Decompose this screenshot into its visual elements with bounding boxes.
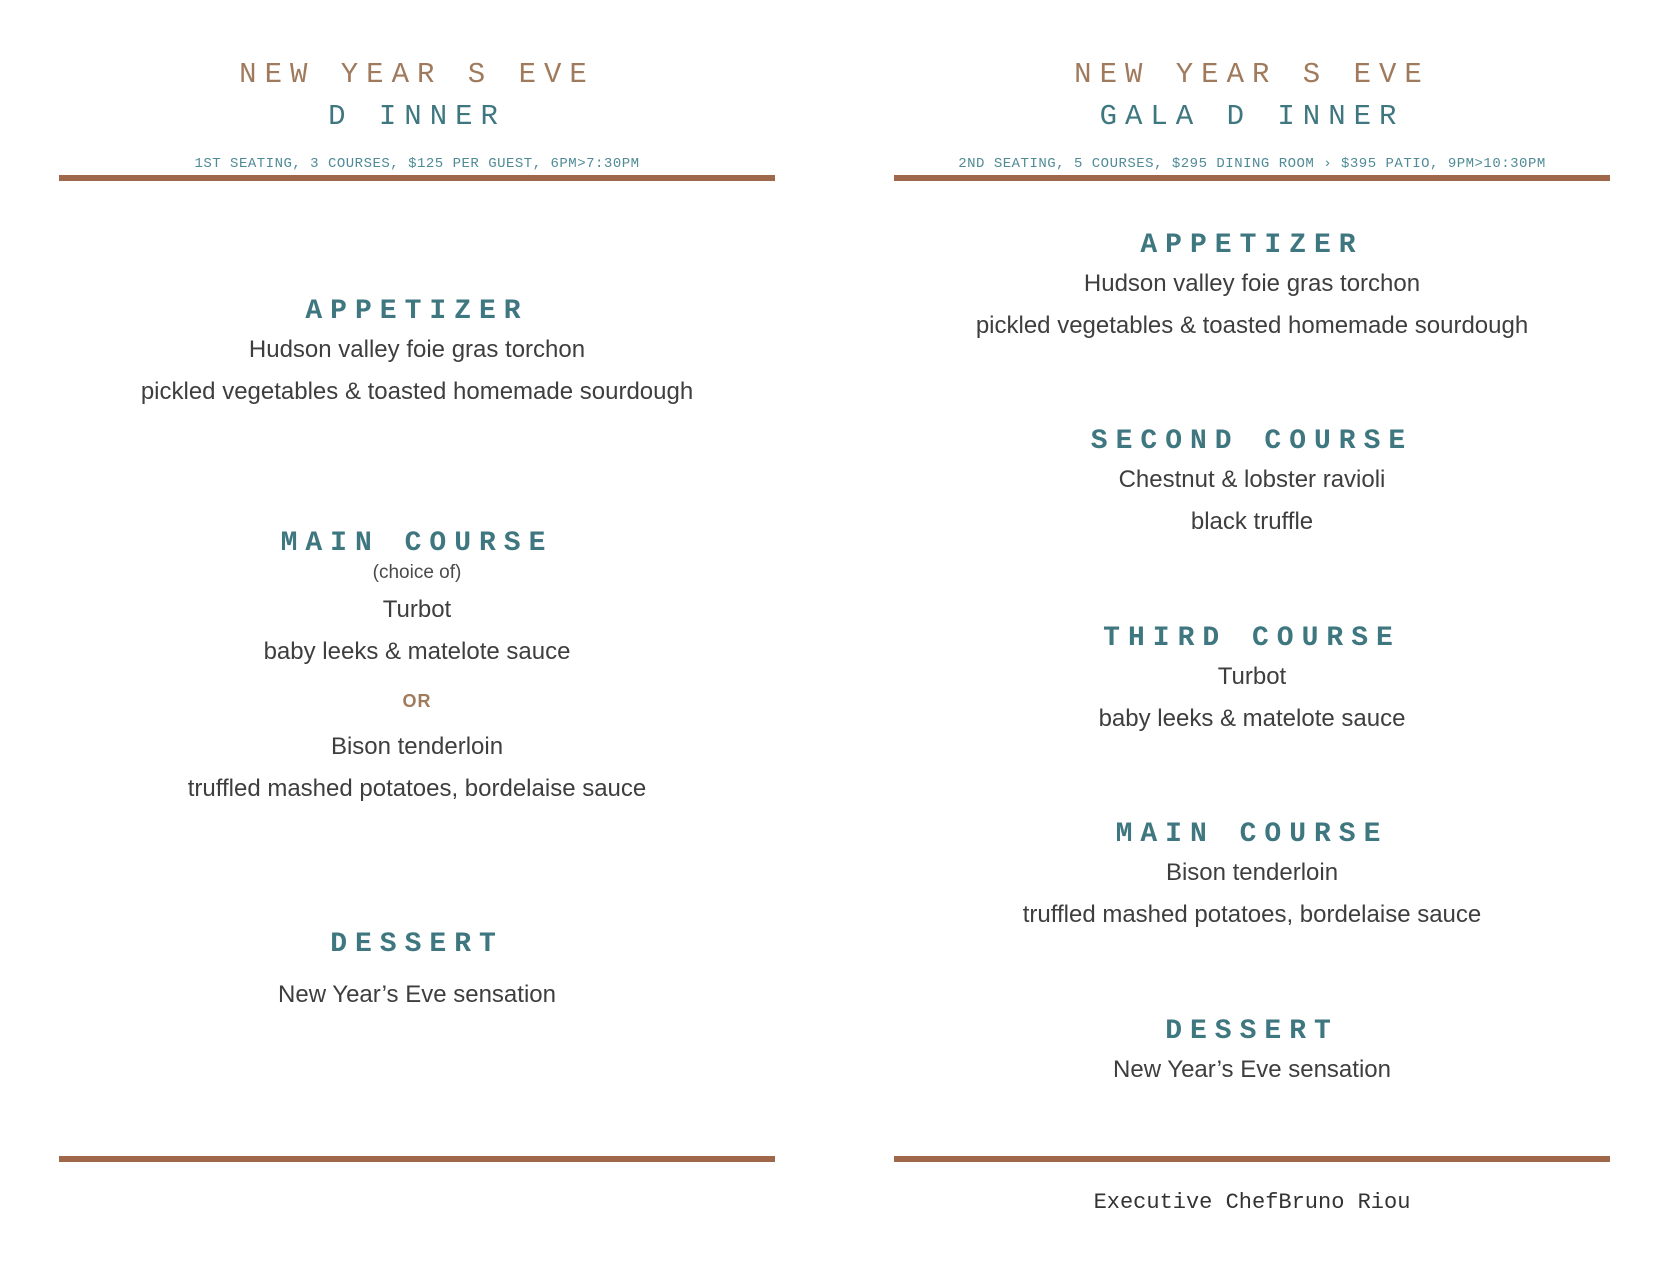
appetizer-section bbox=[59, 295, 775, 413]
appetizer-section bbox=[894, 229, 1610, 347]
second-course-section bbox=[894, 425, 1610, 543]
dish-description: pickled vegetables & toasted homemade sourdough bbox=[140, 378, 694, 405]
bottom-divider bbox=[59, 1156, 775, 1162]
choice-note: (choice of) bbox=[372, 562, 462, 583]
dish-name: New Year’s Eve sensation bbox=[1113, 1056, 1391, 1083]
dish-name: Hudson valley foie gras torchon bbox=[248, 336, 586, 363]
section-title: DESSERT bbox=[1165, 1016, 1339, 1047]
executive-chef: Executive ChefBruno Riou bbox=[1093, 1190, 1411, 1215]
section-title: APPETIZER bbox=[305, 296, 529, 327]
menu-first-seating bbox=[59, 0, 775, 1008]
menu-title bbox=[894, 54, 1610, 138]
dish-name: Turbot bbox=[382, 596, 452, 623]
or-separator: OR bbox=[402, 691, 432, 711]
section-title: DESSERT bbox=[330, 929, 504, 960]
section-title: APPETIZER bbox=[1140, 230, 1364, 261]
section-title: MAIN COURSE bbox=[1115, 819, 1389, 850]
section-title: THIRD COURSE bbox=[1103, 623, 1401, 654]
dish-name: Hudson valley foie gras torchon bbox=[1083, 270, 1421, 297]
main-course-section bbox=[894, 818, 1610, 936]
dish-name: Turbot bbox=[1217, 663, 1287, 690]
dish-name: Bison tenderloin bbox=[330, 733, 504, 760]
dish-description: pickled vegetables & toasted homemade sourdough bbox=[975, 312, 1529, 339]
dish-description: black truffle bbox=[1190, 508, 1314, 535]
top-divider bbox=[894, 175, 1610, 181]
top-divider bbox=[59, 175, 775, 181]
dish-description: baby leeks & matelote sauce bbox=[263, 638, 571, 665]
dessert-section bbox=[59, 928, 775, 1016]
seating-details: 2ND SEATING, 5 COURSES, $295 DINING ROOM › $395 PATIO, 9PM>10:30PM bbox=[958, 156, 1546, 172]
third-course-section bbox=[894, 622, 1610, 740]
dessert-section bbox=[894, 1015, 1610, 1091]
dish-name: New Year’s Eve sensation bbox=[278, 981, 556, 1008]
dish-description: truffled mashed potatoes, bordelaise sauce bbox=[187, 775, 647, 802]
bottom-divider bbox=[894, 1156, 1610, 1162]
section-title: MAIN COURSE bbox=[280, 528, 554, 559]
main-course-section bbox=[59, 527, 775, 810]
menu-title bbox=[59, 54, 775, 138]
section-title: SECOND COURSE bbox=[1090, 426, 1414, 457]
menu-title-line2: GALA D INNER bbox=[1099, 100, 1405, 133]
dish-description: baby leeks & matelote sauce bbox=[1098, 705, 1406, 732]
menu-second-seating bbox=[894, 0, 1610, 1215]
seating-details: 1ST SEATING, 3 COURSES, $125 PER GUEST, 6PM>7:30PM bbox=[194, 156, 640, 172]
menu-title-line2: D INNER bbox=[328, 100, 506, 133]
menu-title-line1: NEW YEAR S EVE bbox=[239, 58, 595, 91]
dish-name: Chestnut & lobster ravioli bbox=[1118, 466, 1386, 493]
dish-description: truffled mashed potatoes, bordelaise sauce bbox=[1022, 901, 1482, 928]
dish-name: Bison tenderloin bbox=[1165, 859, 1339, 886]
menu-title-line1: NEW YEAR S EVE bbox=[1074, 58, 1430, 91]
